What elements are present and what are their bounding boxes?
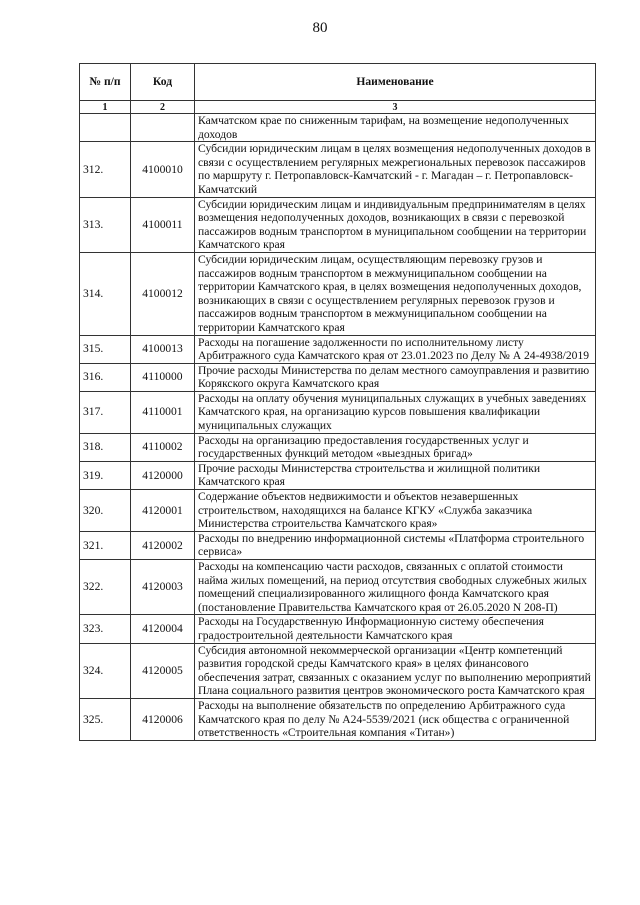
row-code: 4120006 [131,698,195,740]
row-name: Расходы на погашение задолженности по исполнительному листу Арбитражного суда Камчатского края от 23.01.2023 по Делу № А 24-4938/2019 [195,335,596,363]
row-number: 317. [80,391,131,433]
row-code: 4100012 [131,252,195,335]
row-number: 324. [80,643,131,698]
row-code [131,114,195,142]
column-index-row [80,101,596,114]
table-body [80,114,596,741]
page-number: 80 [312,20,328,36]
row-number: 318. [80,433,131,461]
header-code: Код [131,64,195,101]
row-code: 4120005 [131,643,195,698]
table-row [80,363,596,391]
table-row [80,490,596,532]
row-code: 4120002 [131,531,195,559]
row-name: Расходы на оплату обучения муниципальных служащих в учебных заведениях Камчатского края, на организацию курсов повышения квалификации муниципальных служащих [195,391,596,433]
row-code: 4120004 [131,615,195,643]
row-number: 325. [80,698,131,740]
row-code: 4110000 [131,363,195,391]
row-code: 4100011 [131,197,195,252]
table-row [80,433,596,461]
table-row [80,643,596,698]
row-number: 320. [80,490,131,532]
row-number [80,114,131,142]
table-row [80,335,596,363]
table-row [80,615,596,643]
table-row [80,531,596,559]
table-header-row [80,64,596,101]
row-number: 322. [80,560,131,615]
row-code: 4110002 [131,433,195,461]
budget-codes-table [79,63,596,741]
column-index: 1 [80,101,131,114]
table-row [80,142,596,197]
row-number: 312. [80,142,131,197]
row-number: 321. [80,531,131,559]
row-number: 313. [80,197,131,252]
row-name: Субсидия автономной некоммерческой организации «Центр компетенций развития городской среды Камчатского края» в целях финансового обеспечения затрат, связанных с оказанием услуг по выполнению мероприятий Плана социального развития центров экономического роста Камчатского края [195,643,596,698]
table-row [80,461,596,489]
table-row [80,560,596,615]
row-name: Субсидии юридическим лицам, осуществляющим перевозку грузов и пассажиров водным транспортом в межмуниципальном сообщении на территории Камчатского края, в целях возмещения недополученных доходов, возникающих в связи с осуществлением регулярных перевозок грузов и пассажиров водным транспортом в межмуниципальном сообщении на территории Камчатского края [195,252,596,335]
row-code: 4100013 [131,335,195,363]
row-code: 4120003 [131,560,195,615]
row-code: 4110001 [131,391,195,433]
row-number: 323. [80,615,131,643]
column-index: 3 [195,101,596,114]
row-name: Субсидии юридическим лицам и индивидуальным предпринимателям в целях возмещения недополученных доходов, возникающих в связи с перевозкой пассажиров водным транспортом в муниципальном сообщении на территории Камчатского края [195,197,596,252]
row-name: Расходы на выполнение обязательств по определению Арбитражного суда Камчатского края по делу № А24-5539/2021 (иск общества с ограниченной ответственность «Строительная компания «Титан») [195,698,596,740]
row-name: Субсидии юридическим лицам в целях возмещения недополученных доходов в связи с осуществлением регулярных межрегиональных перевозок пассажиров по маршруту г. Петропавловск-Камчатский - г. Магадан – г. Петропавловск-Камчатский [195,142,596,197]
table-row [80,391,596,433]
row-name: Расходы на организацию предоставления государственных услуг и государственных функций методом «выездных бригад» [195,433,596,461]
row-name: Прочие расходы Министерства по делам местного самоуправления и развитию Корякского округа Камчатского края [195,363,596,391]
row-name: Расходы по внедрению информационной системы «Платформа строительного сервиса» [195,531,596,559]
row-code: 4100010 [131,142,195,197]
row-number: 315. [80,335,131,363]
table-row [80,197,596,252]
row-name: Прочие расходы Министерства строительства и жилищной политики Камчатского края [195,461,596,489]
row-number: 319. [80,461,131,489]
row-name: Расходы на компенсацию части расходов, связанных с оплатой стоимости найма жилых помещений, на период отсутствия свободных служебных жилых помещений специализированного жилищного фонда Камчатского края (постановление Правительства Камчатского края от 26.05.2020 N 208-П) [195,560,596,615]
header-name: Наименование [195,64,596,101]
row-number: 316. [80,363,131,391]
column-index: 2 [131,101,195,114]
row-name: Расходы на Государственную Информационную систему обеспечения градостроительной деятельности Камчатского края [195,615,596,643]
table-row [80,114,596,142]
row-code: 4120000 [131,461,195,489]
row-name: Содержание объектов недвижимости и объектов незавершенных строительством, находящихся на балансе КГКУ «Служба заказчика Министерства строительства Камчатского края» [195,490,596,532]
row-number: 314. [80,252,131,335]
table-row [80,698,596,740]
row-name: Камчатском крае по сниженным тарифам, на возмещение недополученных доходов [195,114,596,142]
table-row [80,252,596,335]
row-code: 4120001 [131,490,195,532]
header-num: № п/п [80,64,131,101]
